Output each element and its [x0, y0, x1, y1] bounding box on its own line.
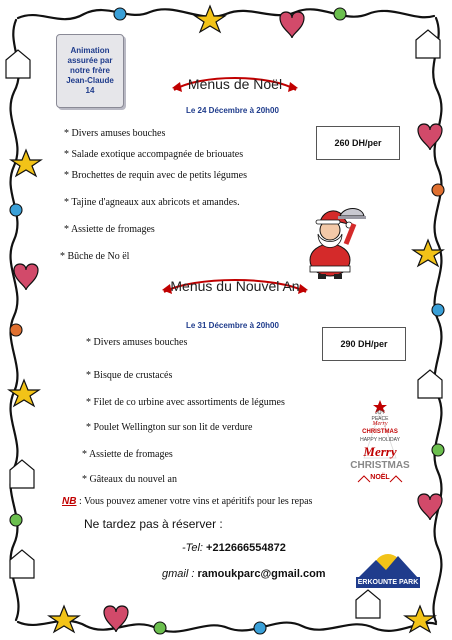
email-address[interactable]: ramoukparc@gmail.com — [197, 568, 326, 580]
nouvel-an-menu-item: * Gâteaux du nouvel an — [82, 474, 177, 485]
nouvel-an-price-box — [322, 327, 406, 361]
nouvel-an-date: Le 31 Décembre à 20h00 — [186, 321, 279, 330]
nouvel-an-menu-item: * Divers amuses bouches — [86, 337, 188, 348]
erkounte-park-logo — [356, 548, 420, 588]
noel-menu-item: * Salade exotique accompagnée de briouates — [64, 149, 244, 160]
nouvel-an-menu-title: Menus du Nouvel An — [170, 278, 300, 294]
noel-menu-item: * Tajine d'agneaux aux abricots et amandes. — [64, 197, 240, 208]
noel-price: 260 DH/per — [334, 138, 382, 148]
noel-price-box — [316, 126, 400, 160]
xmas-noel: NOËL — [370, 474, 390, 481]
santa-icon — [296, 204, 366, 280]
noel-menu-title: Menus de Noël — [187, 76, 283, 92]
phone-label: -Tel: — [182, 542, 207, 554]
nb-text: : Vous pouvez amener votre vins et apéritifs pour les repas — [76, 496, 313, 507]
nouvel-an-menu-item: * Filet de co urbine avec assortiments de légumes — [86, 397, 285, 408]
animation-note — [56, 34, 124, 108]
xmas-peace: PEACE — [371, 416, 389, 422]
animation-note-line: 14 — [85, 86, 95, 95]
nb-label: NB — [62, 496, 77, 507]
email-contact — [162, 568, 326, 580]
xmas-joy: JOY — [375, 410, 385, 416]
nouvel-an-price: 290 DH/per — [340, 339, 388, 349]
nouvel-an-menu-item: * Bisque de crustacés — [86, 370, 173, 381]
noel-menu-item: * Brochettes de requin avec de petits légumes — [64, 170, 247, 181]
noel-menu-item: * Divers amuses bouches — [64, 128, 166, 139]
logo-name: ERKOUNTE PARK — [357, 579, 419, 586]
xmas-merry: Merry — [363, 444, 397, 459]
noel-menu-item: * Assiette de fromages — [64, 224, 155, 235]
nb-note — [62, 496, 312, 507]
animation-note-line: Animation — [70, 46, 110, 55]
phone-number[interactable]: +212666554872 — [206, 542, 286, 554]
xmas-christmas-small: CHRISTMAS — [362, 429, 398, 435]
xmas-merry-small: Merry — [372, 421, 388, 427]
noel-menu-banner — [170, 70, 300, 98]
xmas-christmas: CHRISTMAS — [350, 460, 410, 471]
animation-note-line: assurée par — [67, 56, 113, 65]
nouvel-an-menu-banner — [160, 272, 310, 300]
phone-contact — [182, 542, 286, 554]
reserve-heading: Ne tardez pas à réserver : — [84, 517, 223, 531]
email-label: gmail : — [162, 568, 198, 580]
mountain-logo-icon — [356, 548, 420, 578]
animation-note-line: Jean-Claude — [66, 76, 114, 85]
merry-christmas-graphic — [334, 398, 426, 494]
noel-date: Le 24 Décembre à 20h00 — [186, 106, 279, 115]
animation-note-line: notre frère — [69, 66, 110, 75]
nouvel-an-menu-item: * Poulet Wellington sur son lit de verdure — [86, 422, 253, 433]
noel-menu-item: * Bûche de No ël — [60, 251, 130, 262]
xmas-happy-holiday: HAPPY HOLIDAY — [360, 437, 400, 443]
nouvel-an-menu-item: * Assiette de fromages — [82, 449, 173, 460]
